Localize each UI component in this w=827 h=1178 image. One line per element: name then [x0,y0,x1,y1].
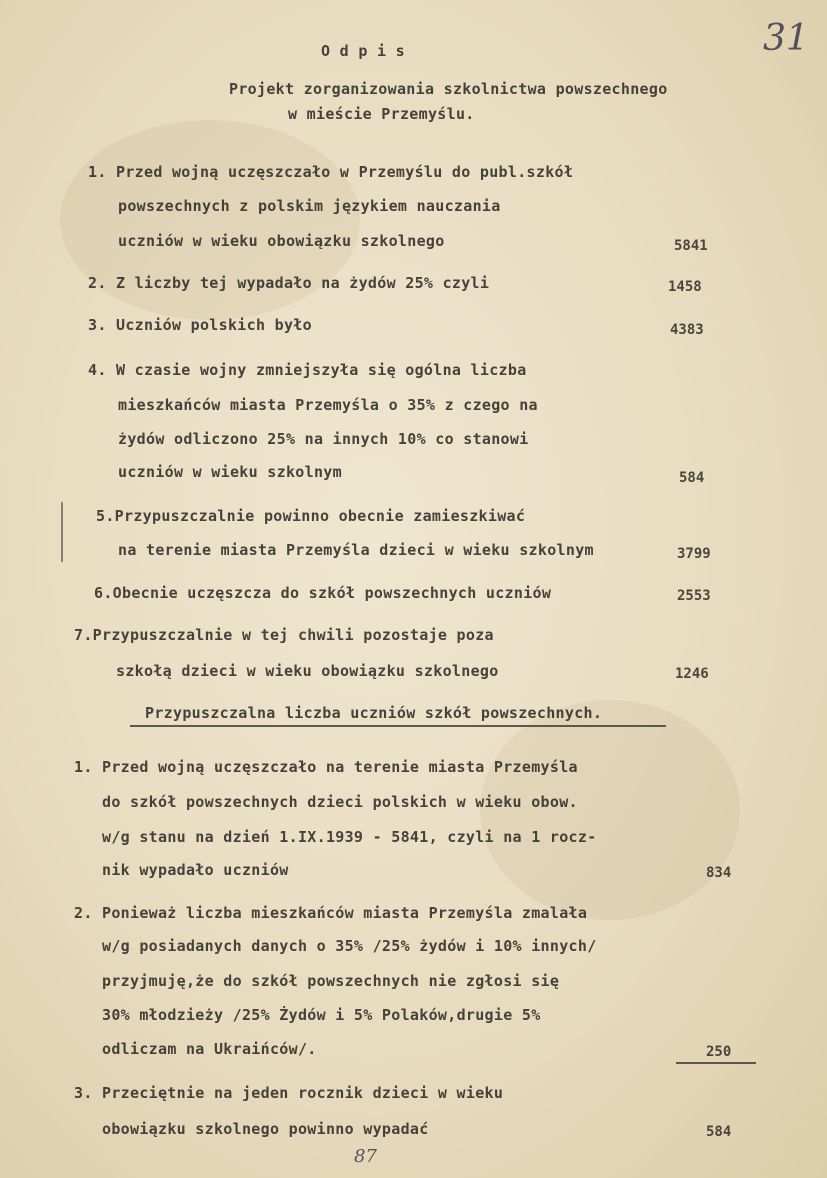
item-value: 4383 [670,322,704,338]
list-item-line: 2. Z liczby tej wypadało na żydów 25% czyli [88,274,490,292]
list-item-line: 6.Obecnie uczęszcza do szkół powszechnych uczniów [94,584,552,602]
list-item-line: uczniów w wieku szkolnym [118,463,342,481]
list-item-line: 30% młodzieży /25% Żydów i 5% Polaków,drugie 5% [102,1006,541,1024]
list-item-line: przyjmuję,że do szkół powszechnych nie zgłosi się [102,972,560,990]
document-subtitle: w mieście Przemyślu. [288,105,475,123]
list-item-line: powszechnych z polskim językiem nauczania [118,197,501,215]
list-item-line: w/g stanu na dzień 1.IX.1939 - 5841, czyli na 1 rocz- [102,828,597,846]
item-value: 3799 [677,546,711,562]
list-item-line: 1. Przed wojną uczęszczało w Przemyślu do publ.szkół [88,163,574,181]
list-item-line: obowiązku szkolnego powinno wypadać [102,1120,429,1138]
item-value: 5841 [674,238,708,254]
list-item-line: 1. Przed wojną uczęszczało na terenie miasta Przemyśla [74,758,578,776]
item-value: 1458 [668,279,702,295]
list-item-line: w/g posiadanych danych o 35% /25% żydów i 10% innych/ [102,937,597,955]
document-title: O d p i s [321,42,405,60]
document-subtitle: Projekt zorganizowania szkolnictwa powszechnego [229,80,668,98]
heading-underline [130,725,666,727]
list-item-line: uczniów w wieku obowiązku szkolnego [118,232,445,250]
list-item-line: odliczam na Ukraińców/. [102,1040,317,1058]
item-value: 250 [706,1044,732,1060]
sum-underline [676,1062,756,1064]
section-heading: Przypuszczalna liczba uczniów szkół powszechnych. [145,704,603,722]
list-item-line: żydów odliczono 25% na innych 10% co stanowi [118,430,529,448]
list-item-line: 5.Przypuszczalnie powinno obecnie zamieszkiwać [96,507,526,525]
list-item-line: szkołą dzieci w wieku obowiązku szkolnego [116,662,499,680]
handwritten-page-number: 31 [763,18,809,59]
list-item-line: nik wypadało uczniów [102,861,289,879]
item-value: 584 [679,470,705,486]
item-value: 1246 [675,666,709,682]
list-item-line: 7.Przypuszczalnie w tej chwili pozostaje poza [74,626,494,644]
list-item-line: do szkół powszechnych dzieci polskich w wieku obow. [102,793,578,811]
item-value: 2553 [677,588,711,604]
item-value: 834 [706,865,732,881]
list-item-line: na terenie miasta Przemyśla dzieci w wieku szkolnym [118,541,594,559]
list-item-line: 2. Ponieważ liczba mieszkańców miasta Przemyśla zmalała [74,904,588,922]
list-item-line: mieszkańców miasta Przemyśla o 35% z czego na [118,396,538,414]
handwritten-folio-number: 87 [354,1146,377,1167]
list-item-line: 3. Uczniów polskich było [88,316,312,334]
margin-mark [61,502,63,562]
list-item-line: 3. Przeciętnie na jeden rocznik dzieci w wieku [74,1084,504,1102]
item-value: 584 [706,1124,732,1140]
list-item-line: 4. W czasie wojny zmniejszyła się ogólna liczba [88,361,527,379]
